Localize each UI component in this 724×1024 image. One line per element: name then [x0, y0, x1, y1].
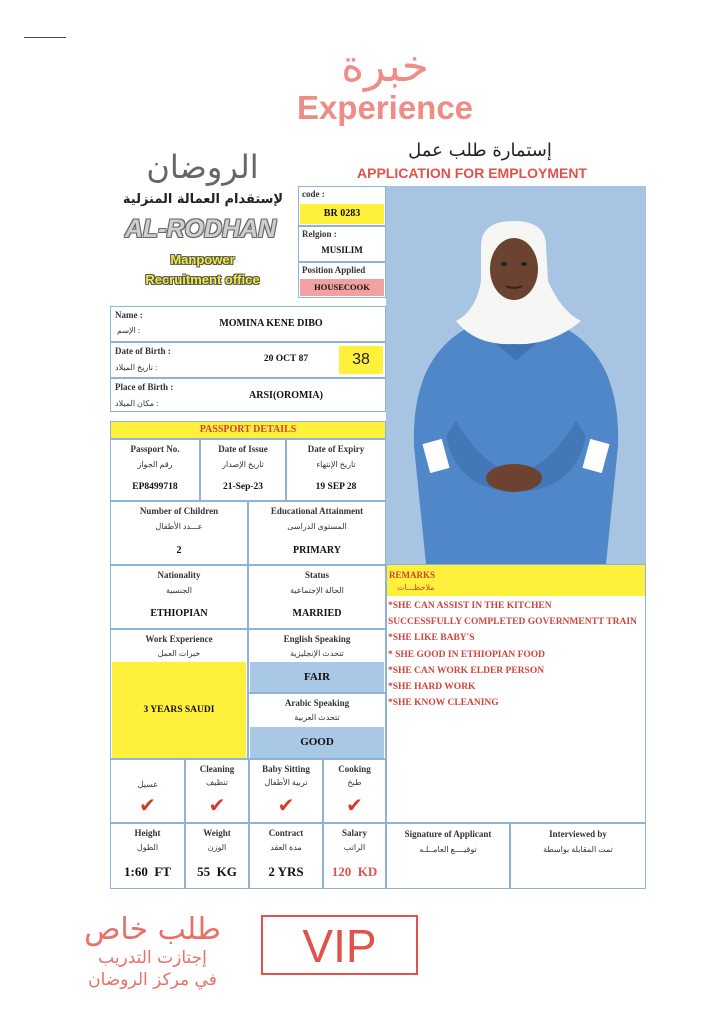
salary-arabic: الراتب: [343, 843, 366, 852]
dob-field: [110, 342, 386, 378]
status-arabic: الحالة الإجتماعية: [290, 586, 344, 595]
arabic-speaking-cell: [248, 693, 386, 759]
experience-title: Experience: [296, 89, 474, 126]
remark-item: * SHE GOOD IN ETHIOPIAN FOOD: [388, 650, 546, 660]
work-experience-label: Work Experience: [145, 634, 213, 644]
passport-number-cell: [110, 439, 200, 501]
height-arabic: الطول: [136, 843, 159, 852]
vip-stamp: VIP: [261, 915, 418, 975]
remark-item: *SHE CAN WORK ELDER PERSON: [388, 666, 545, 676]
weight-value: 55 KG: [197, 864, 237, 879]
company-arabic-name: الروضان: [146, 148, 259, 186]
skill-cleaning-check-icon: ✔: [208, 793, 226, 817]
passport-issue-arabic: تاريخ الإصدار: [222, 460, 264, 469]
passport-expiry-label: Date of Expiry: [307, 444, 365, 454]
remark-item: *SHE LIKE BABY'S: [388, 633, 475, 643]
signature-cell: [386, 823, 510, 889]
salary-value: 120 KD: [331, 864, 378, 879]
signature-label: Signature of Applicant: [404, 829, 492, 839]
code-value: BR 0283: [300, 204, 384, 224]
remark-item: SUCCESSFULLY COMPLETED GOVERNMENTT TRAIN: [388, 617, 637, 627]
position-label: Position Applied: [302, 265, 366, 275]
nationality-cell: [110, 565, 248, 629]
name-value: MOMINA KENE DIBO: [219, 318, 323, 329]
applicant-photo: [386, 186, 646, 564]
remark-item: *SHE CAN ASSIST IN THE KITCHEN: [388, 601, 552, 611]
passport-issue-cell: [200, 439, 286, 501]
pob-label: Place of Birth :: [115, 382, 174, 392]
interviewed-cell: [510, 823, 646, 889]
pob-value: ARSI(OROMIA): [249, 390, 323, 401]
contract-cell: [249, 823, 323, 889]
work-experience-value: 3 YEARS SAUDI: [112, 662, 246, 758]
code-label: code :: [302, 189, 325, 199]
english-speaking-value: FAIR: [250, 662, 384, 692]
name-label: Name :: [115, 310, 143, 320]
contract-label: Contract: [268, 828, 304, 838]
status-label: Status: [304, 570, 329, 580]
skill-cleaning-arabic: تنظيف: [206, 778, 228, 787]
religion-label: Relgion :: [302, 229, 337, 239]
nationality-value: ETHIOPIAN: [150, 608, 208, 619]
arabic-speaking-arabic: تتحدث العربية: [294, 713, 340, 722]
passport-issue-label: Date of Issue: [218, 444, 268, 454]
children-arabic: عـــدد الأطفال: [155, 522, 203, 531]
remarks-panel: [386, 564, 646, 823]
skill-babysitting-arabic: تربية الأطفال: [264, 778, 308, 787]
pob-arabic-label: مكان الميلاد :: [115, 399, 159, 408]
contract-arabic: مدة العقد: [270, 843, 302, 852]
position-field: [298, 262, 386, 298]
english-speaking-cell: [248, 629, 386, 693]
skill-washing-arabic: غسيل: [137, 780, 158, 789]
name-arabic-label: الإسم :: [117, 326, 141, 335]
education-label: Educational Attainment: [270, 506, 364, 516]
passport-expiry-arabic: تاريخ الإنتهاء: [316, 460, 356, 469]
skill-cleaning-label: Cleaning: [199, 764, 235, 774]
applicant-photo-illustration: [386, 186, 646, 564]
company-english-name: AL-RODHAN: [124, 215, 277, 243]
company-tagline-manpower: Manpower: [170, 252, 235, 267]
weight-label: Weight: [203, 828, 231, 838]
skill-cooking-cell: [323, 759, 386, 823]
english-speaking-arabic: تتحدث الإنجليزية: [290, 649, 344, 658]
children-value: 2: [176, 545, 182, 556]
training-line-1: إجتازت التدريب: [98, 948, 207, 968]
experience-arabic-title: خبرة: [341, 41, 429, 92]
training-line-2: في مركز الروضان: [88, 970, 217, 990]
code-field: [298, 186, 386, 226]
skill-babysitting-cell: [249, 759, 323, 823]
education-cell: [248, 501, 386, 565]
skill-cooking-label: Cooking: [338, 764, 371, 774]
pob-field: [110, 378, 386, 412]
application-arabic-title: إستمارة طلب عمل: [408, 140, 552, 161]
nationality-label: Nationality: [157, 570, 201, 580]
name-field: [110, 306, 386, 342]
height-value: 1:60 FT: [124, 864, 171, 879]
passport-number-label: Passport No.: [130, 444, 180, 454]
height-cell: [110, 823, 185, 889]
nationality-arabic: الجنسية: [165, 586, 193, 595]
contract-value: 2 YRS: [268, 864, 304, 879]
signature-arabic: توقيــــع العامــلـه: [419, 845, 477, 854]
height-label: Height: [134, 828, 161, 838]
interviewed-arabic: تمت المقابلة بواسطة: [543, 845, 613, 854]
arabic-speaking-label: Arabic Speaking: [284, 698, 350, 708]
remarks-title: REMARKS: [389, 570, 436, 580]
passport-expiry-cell: [286, 439, 386, 501]
education-arabic: المستوى الدراسى: [287, 522, 347, 531]
religion-value: MUSILIM: [321, 245, 363, 255]
company-tagline-recruitment: Recruitment office: [145, 272, 260, 287]
application-title: APPLICATION FOR EMPLOYMENT: [357, 165, 587, 181]
remarks-arabic: ملاحظـــات: [397, 583, 435, 592]
skill-cleaning-cell: [185, 759, 249, 823]
company-arabic-subtitle: لإستقدام العمالة المنزلية: [122, 192, 284, 207]
salary-cell: [323, 823, 386, 889]
skill-washing-check-icon: ✔: [139, 793, 156, 817]
work-experience-cell: [110, 629, 248, 759]
skill-babysitting-label: Baby Sitting: [262, 764, 310, 774]
remark-item: *SHE KNOW CLEANING: [388, 698, 499, 708]
work-experience-arabic: خبرات العمل: [157, 649, 201, 658]
position-value: HOUSECOOK: [300, 279, 384, 296]
status-cell: [248, 565, 386, 629]
remark-item: *SHE HARD WORK: [388, 682, 476, 692]
children-cell: [110, 501, 248, 565]
weight-cell: [185, 823, 249, 889]
dob-arabic-label: تاريخ الميلاد :: [115, 363, 158, 372]
interviewed-label: Interviewed by: [549, 829, 607, 839]
skill-washing-cell: [110, 759, 185, 823]
passport-expiry-value: 19 SEP 28: [315, 482, 357, 492]
skill-cooking-arabic: طبخ: [347, 778, 362, 787]
weight-arabic: الوزن: [207, 843, 227, 852]
religion-field: [298, 226, 386, 262]
age-value: 38: [339, 346, 383, 374]
passport-number-arabic: رقم الجواز: [137, 460, 173, 469]
passport-details-title: PASSPORT DETAILS: [110, 421, 386, 439]
arabic-speaking-value: GOOD: [250, 727, 384, 758]
dob-label: Date of Birth :: [115, 346, 171, 356]
status-value: MARRIED: [292, 608, 342, 619]
passport-number-value: EP8499718: [132, 482, 178, 492]
top-rule: [24, 37, 66, 38]
education-value: PRIMARY: [293, 545, 341, 556]
dob-value: 20 OCT 87: [263, 354, 309, 364]
skill-cooking-check-icon: ✔: [346, 793, 363, 817]
skill-babysitting-check-icon: ✔: [277, 793, 295, 817]
special-request-title: طلب خاص: [84, 912, 221, 947]
english-speaking-label: English Speaking: [283, 634, 351, 644]
children-label: Number of Children: [139, 506, 219, 516]
passport-issue-value: 21-Sep-23: [222, 482, 264, 492]
salary-label: Salary: [341, 828, 367, 838]
